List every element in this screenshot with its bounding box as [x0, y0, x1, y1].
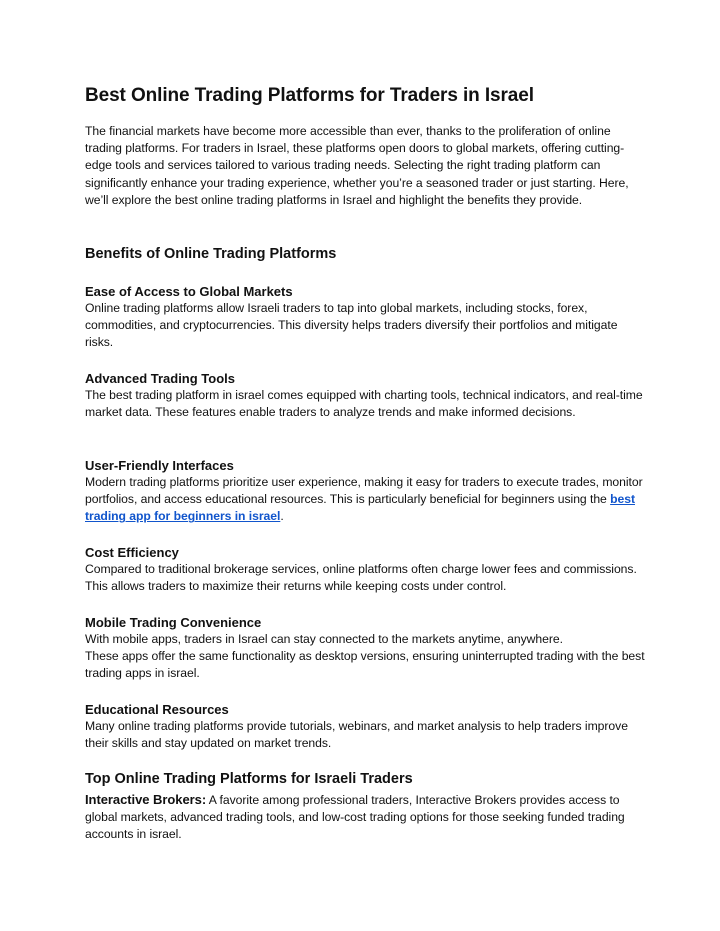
section-body-line2: These apps offer the same functionality as desktop versions, ensuring uninterrupted trading with the best trading apps in israel.: [85, 649, 645, 681]
section-body: The best trading platform in israel comes equipped with charting tools, technical indicators, and real-time market data. These features enable traders to analyze trends and make informed decisions.: [85, 388, 643, 420]
section-body: Online trading platforms allow Israeli traders to tap into global markets, including stocks, forex, commodities, and cryptocurrencies. This diversity helps traders diversify their portfolios and mitigate risks.: [85, 301, 618, 350]
intro-paragraph: The financial markets have become more accessible than ever, thanks to the proliferation of online trading platforms. For traders in Israel, these platforms open doors to global markets, offering cutting-edge tools and services tailored to various trading needs. Selecting the right trading platform can significantly enhance your trading experience, whether you’re a seasoned trader or just starting. Here, we’ll explore the best online trading platforms in Israel and highlight the benefits they provide.: [85, 124, 629, 207]
section-ease-of-access: [85, 283, 645, 352]
section-body: Compared to traditional brokerage services, online platforms often charge lower fees and commissions. This allows traders to maximize their returns while keeping costs under control.: [85, 562, 637, 594]
benefits-heading: Benefits of Online Trading Platforms: [85, 246, 337, 262]
section-heading: Educational Resources: [85, 702, 229, 717]
section-cost-efficiency: [85, 544, 645, 595]
section-body: [85, 474, 645, 526]
top-platform-item: [85, 791, 640, 844]
section-body: Many online trading platforms provide tutorials, webinars, and market analysis to help traders improve their skills and stay updated on market trends.: [85, 719, 628, 751]
section-heading: Ease of Access to Global Markets: [85, 284, 293, 299]
section-heading: Cost Efficiency: [85, 545, 179, 560]
page-title: Best Online Trading Platforms for Traders in Israel: [85, 85, 534, 106]
beginners-app-link[interactable]: best trading app for beginners in israel: [85, 492, 635, 524]
top-platforms-heading: Top Online Trading Platforms for Israeli Traders: [85, 771, 413, 787]
section-educational: [85, 701, 645, 752]
section-heading: Advanced Trading Tools: [85, 371, 236, 386]
platform-description: A favorite among professional traders, Interactive Brokers provides access to global markets, advanced trading tools, and low-cost trading options for those seeking funded trading accounts in israel.: [85, 793, 625, 842]
section-body-end: .: [280, 509, 284, 524]
section-user-friendly: [85, 457, 645, 526]
section-heading: Mobile Trading Convenience: [85, 615, 262, 630]
section-body-line1: With mobile apps, traders in Israel can stay connected to the markets anytime, anywhere.: [85, 632, 563, 646]
section-mobile-trading: [85, 614, 645, 683]
platform-name: Interactive Brokers:: [85, 792, 207, 807]
section-body-text: Modern trading platforms prioritize user experience, making it easy for traders to execute trades, monitor portfolios, and access educational resources. This is particularly beneficial for beginners using the: [85, 475, 643, 507]
section-advanced-tools: [85, 370, 645, 421]
section-heading: User-Friendly Interfaces: [85, 458, 234, 473]
